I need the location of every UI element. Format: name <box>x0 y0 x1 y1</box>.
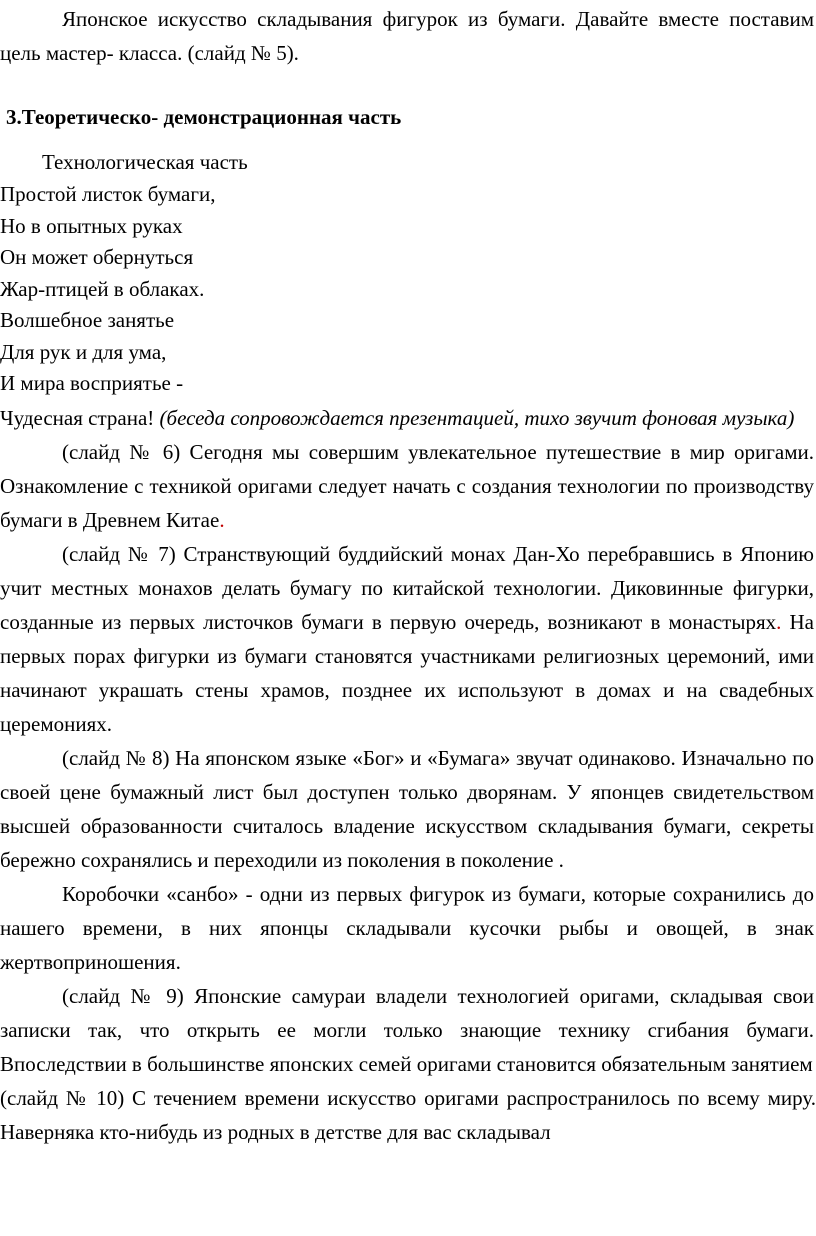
poem-line: Жар-птицей в облаках. <box>0 276 205 301</box>
slide-8-paragraph: (слайд № 8) На японском языке «Бог» и «Бумага» звучат одинаково. Изначально по своей цене бумажный лист был доступен только дворянам. У японцев свидетельством высшей образованности считалось владение искусством складывания бумаги, секреты бережно сохранялись и переходили из поколения в поколение . <box>0 745 814 872</box>
slide-6-paragraph <box>0 435 816 537</box>
slide-6-end-dot: . <box>219 507 225 532</box>
section-heading: 3.Теоретическо- демонстрационная часть <box>6 105 402 129</box>
poem-last-line: Чудесная страна! <box>0 405 155 430</box>
poem-line: Волшебное занятье <box>0 308 175 332</box>
presentation-note: (беседа сопровождается презентацией, тихо звучит фоновая музыка) <box>159 405 795 430</box>
slide-6-text: (слайд № 6) Сегодня мы совершим увлекательное путешествие в мир оригами. Ознакомление с техникой оригами следует начать с создания технологии по производству бумаги в Древнем Китае <box>0 439 814 532</box>
poem-line: Но в опытных руках <box>0 213 183 238</box>
intro-paragraph: Японское искусство складывания фигурок из бумаги. Давайте вместе поставим цель мастер- класса. (слайд № 5). <box>0 7 814 65</box>
slide-9-paragraph: (слайд № 9) Японские самураи владели технологией оригами, складывая свои записки так, что открыть ее могли только знающие технику сгибания бумаги. Впоследствии в большинстве японских семей оригами становится обязательным занятием <box>0 983 814 1076</box>
slide-7-paragraph <box>0 537 816 741</box>
technology-part-label: Технологическая часть <box>42 150 248 174</box>
poem-last-paragraph <box>0 401 816 435</box>
poem <box>0 179 816 400</box>
poem-line: Он может обернуться <box>0 245 194 269</box>
slide-7-dot: . <box>776 609 782 634</box>
poem-line: И мира восприятье - <box>0 371 184 395</box>
slide-7-text-b: На первых порах фигурки из бумаги становятся участниками религиозных церемоний, ими начинают украшать стены храмов, позднее их используют в домах и на свадебных церемониях. <box>0 609 814 736</box>
slide-7-text-a: (слайд № 7) Странствующий буддийский монах Дан-Хо перебравшись в Японию учит местных монахов делать бумагу по китайской технологии. Диковинные фигурки, созданные из первых листочков бумаги в первую очередь, возникают в монастырях <box>0 541 814 634</box>
poem-line: Для рук и для ума, <box>0 339 167 364</box>
sanbo-paragraph: Коробочки «санбо» - одни из первых фигурок из бумаги, которые сохранились до нашего времени, в них японцы складывали кусочки рыбы и овощей, в знак жертвоприношения. <box>0 881 814 974</box>
slide-10-paragraph: (слайд № 10) С течением времени искусство оригами распространилось по всему миру. Наверняка кто-нибудь из родных в детстве для вас складывал <box>0 1085 816 1144</box>
poem-line: Простой листок бумаги, <box>0 182 216 206</box>
